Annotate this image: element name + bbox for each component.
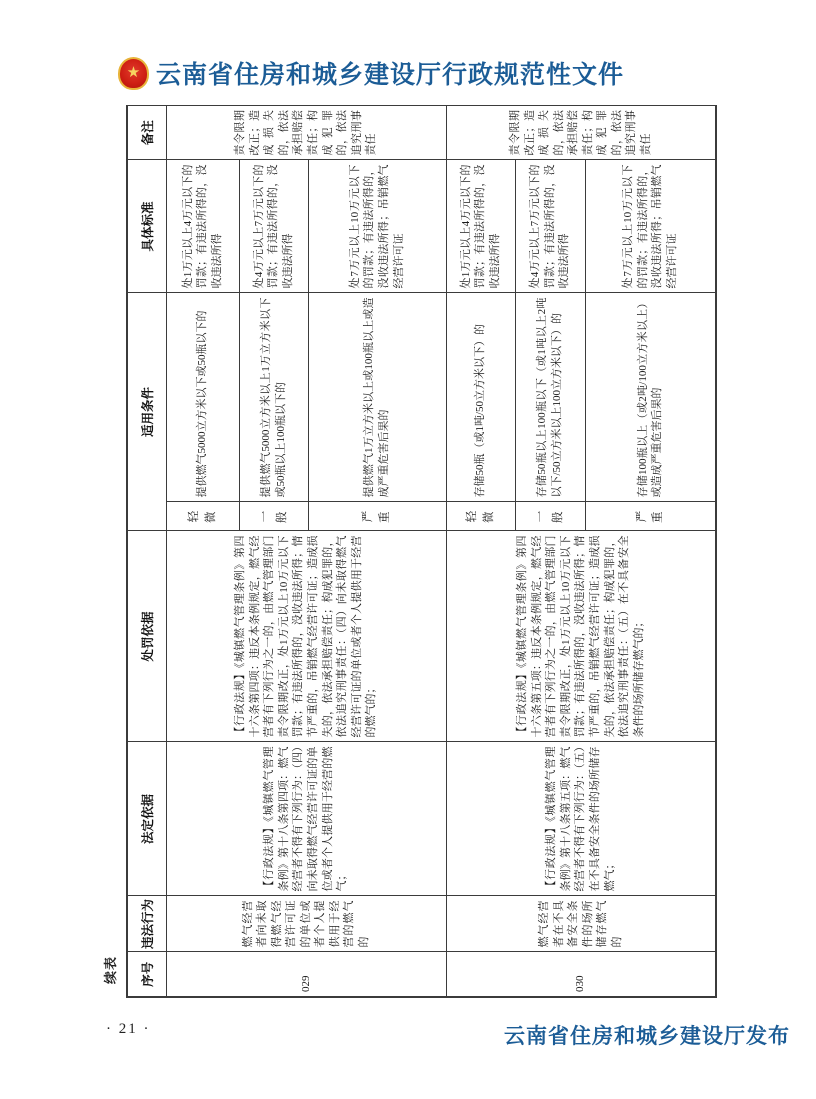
page-title: 云南省住房和城乡建设厅行政规范性文件 xyxy=(156,61,625,89)
publisher-label: 云南省住房和城乡建设厅发布 xyxy=(504,1025,790,1048)
illegal-act-cell: 燃气经营者向未取得燃气经营许可证的单位或者个人提供用于经营的燃气的 xyxy=(166,896,446,952)
rotated-table-canvas xyxy=(100,105,717,998)
penalty-table xyxy=(126,105,717,998)
standard-cell: 处7万元以上10万元以下的罚款；有违法所得的，没收违法所得；吊销燃气经营许可证 xyxy=(585,160,716,293)
serial-cell: 029 xyxy=(166,952,446,997)
table-row xyxy=(166,105,239,997)
condition-cell: 存储50瓶（或1吨/50立方米以下）的 xyxy=(446,293,515,502)
grade-level-text: 轻微 xyxy=(465,510,495,523)
column-header: 违法行为 xyxy=(127,896,166,952)
continued-table-label: 续表 xyxy=(103,955,118,984)
grade-level-text: 一般 xyxy=(535,510,564,523)
illegal-act-cell: 燃气经营者在不具备安全条件的场所储存燃气的 xyxy=(446,896,716,952)
grade-level-cell xyxy=(166,502,239,531)
column-header: 适用条件 xyxy=(127,293,166,531)
legal-basis-cell: 【行政法规】《城镇燃气管理条例》第十八条第四项：燃气经营者不得有下列行为：（四）向未取得燃气经营许可证的单位或者个人提供用于经营的燃气； xyxy=(166,742,446,896)
column-header: 法定依据 xyxy=(127,742,166,896)
condition-cell: 存储100瓶以上（或2吨/100立方米以上）或造成严重危害后果的 xyxy=(585,293,716,502)
column-header: 序号 xyxy=(127,952,166,997)
page-number: · 21 · xyxy=(106,1021,151,1037)
grade-level-text: 一般 xyxy=(258,510,288,523)
column-header: 具体标准 xyxy=(127,160,166,293)
legal-basis-cell: 【行政法规】《城镇燃气管理条例》第十八条第五项：燃气经营者不得有下列行为：（五）在不具备安全条件的场所储存燃气； xyxy=(446,742,716,896)
grade-level-cell xyxy=(585,502,716,531)
serial-cell: 030 xyxy=(446,952,716,997)
standard-cell: 处7万元以上10万元以下的罚款；有违法所得的，没收违法所得；吊销燃气经营许可证 xyxy=(308,160,446,293)
grade-level-text: 严重 xyxy=(362,510,391,523)
grade-level-cell xyxy=(308,502,446,531)
document-header xyxy=(118,54,624,92)
remark-cell: 责令限期改正；造成损失的，依法承担赔偿责任；构成犯罪的，依法追究刑事责任 xyxy=(166,105,446,160)
penalty-table-body xyxy=(166,105,716,997)
rotated-table-area xyxy=(100,105,717,998)
grade-level-text: 轻微 xyxy=(187,510,217,523)
grade-level-cell xyxy=(239,502,308,531)
grade-level-cell xyxy=(446,502,515,531)
standard-cell: 处1万元以上4万元以下的罚款；有违法所得的，没收违法所得 xyxy=(166,160,239,293)
column-header: 备注 xyxy=(127,105,166,160)
punish-basis-cell: 【行政法规】《城镇燃气管理条例》第四十六条第五项：违反本条例规定，燃气经营者有下列行为之一的，由燃气管理部门责令限期改正，处1万元以上10万元以下罚款；有违法所得的，没收违法所得；情节严重的，吊销燃气经营许可证；造成损失的，依法承担赔偿责任；构成犯罪的，依法追究刑事责任：（五）在不具备安全条件的场所储存燃气的； xyxy=(446,531,716,742)
condition-cell: 存储50瓶以上100瓶以下（或1吨以上2吨以下/50立方米以上100立方米以下）的 xyxy=(515,293,585,502)
standard-cell: 处1万元以上4万元以下的罚款；有违法所得的，没收违法所得 xyxy=(446,160,515,293)
standard-cell: 处4万元以上7万元以下的罚款；有违法所得的，没收违法所得 xyxy=(239,160,308,293)
standard-cell: 处4万元以上7万元以下的罚款；有违法所得的，没收违法所得 xyxy=(515,160,585,293)
punish-basis-cell: 【行政法规】《城镇燃气管理条例》第四十六条第四项：违反本条例规定，燃气经营者有下列行为之一的，由燃气管理部门责令限期改正，处1万元以上10万元以下罚款；有违法所得的，没收违法所得；情节严重的，吊销燃气经营许可证；造成损失的，依法承担赔偿责任；构成犯罪的，依法追究刑事责任：（四）向未取得燃气经营许可证的单位或者个人提供用于经营的燃气的； xyxy=(166,531,446,742)
grade-level-text: 严重 xyxy=(635,510,665,523)
condition-cell: 提供燃气1万立方米以上或100瓶以上或造成严重危害后果的 xyxy=(308,293,446,502)
grade-level-cell xyxy=(515,502,585,531)
condition-cell: 提供燃气5000立方米以下或50瓶以下的 xyxy=(166,293,239,502)
penalty-table-header xyxy=(127,105,166,997)
table-row xyxy=(446,105,515,997)
condition-cell: 提供燃气5000立方米以上1万立方米以下或50瓶以上100瓶以下的 xyxy=(239,293,308,502)
remark-cell: 责令限期改正；造成损失的，依法承担赔偿责任；构成犯罪的，依法追究刑事责任 xyxy=(446,105,716,160)
column-header: 处罚依据 xyxy=(127,531,166,742)
national-emblem-icon: ★ xyxy=(118,57,149,90)
